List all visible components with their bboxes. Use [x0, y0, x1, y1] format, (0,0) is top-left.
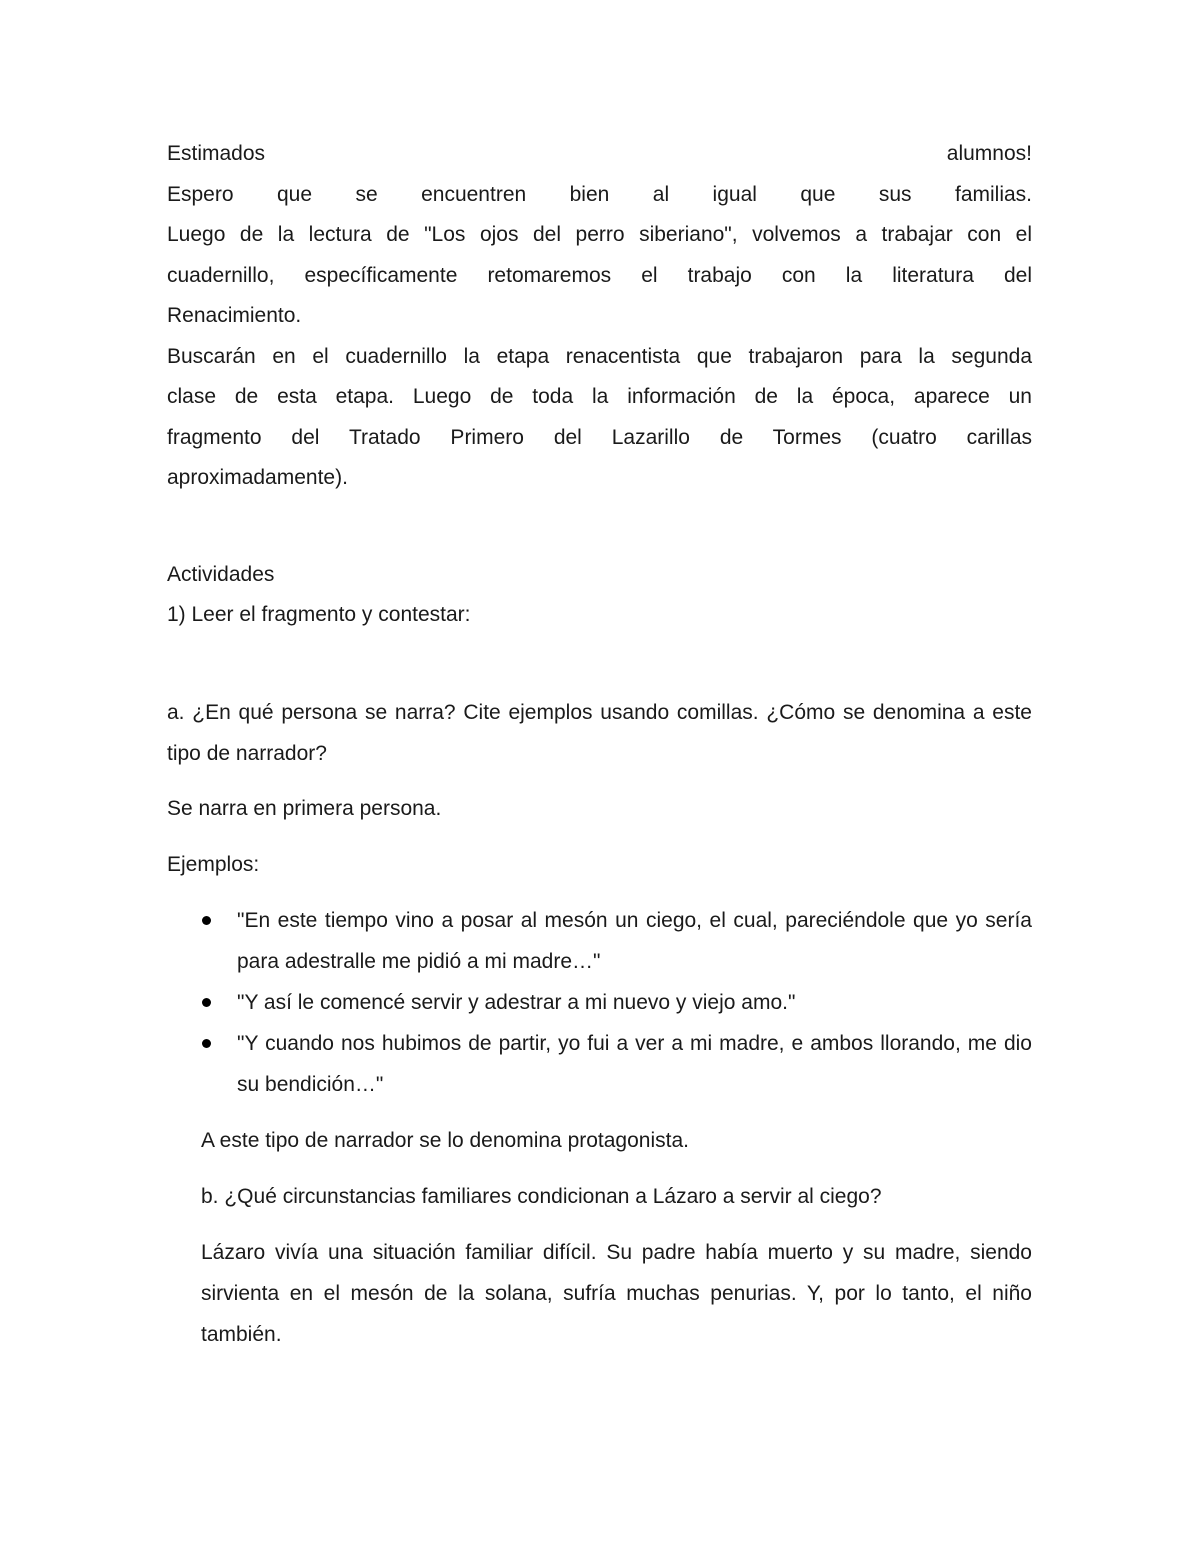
document-body: [167, 134, 1032, 1355]
bullet-icon: [202, 1039, 211, 1048]
list-item: [167, 900, 1032, 982]
answer-b: Lázaro vivía una situación familiar difícil. Su padre había muerto y su madre, siendo sirvienta en el mesón de la solana, sufría muchas penurias. Y, por lo tanto, el niño también.: [201, 1240, 1032, 1346]
greeting-line: [167, 134, 1032, 175]
intro-line-5: Buscarán en el cuadernillo la etapa renacentista que trabajaron para la segunda: [167, 344, 1032, 368]
intro-line-2: Luego de la lectura de "Los ojos del perro siberiano", volvemos a trabajar con el: [167, 223, 1032, 246]
example-text: "Y cuando nos hubimos de partir, yo fui a ver a mi madre, e ambos llorando, me dio su bendición…": [237, 1031, 1032, 1096]
list-item: [167, 982, 1032, 1023]
question-a: a. ¿En qué persona se narra? Cite ejemplos usando comillas. ¿Cómo se denomina a este tipo de narrador?: [167, 700, 1032, 765]
bullet-icon: [202, 916, 211, 925]
intro-line-6: clase de esta etapa. Luego de toda la información de la época, aparece un: [167, 385, 1032, 408]
activities-heading: Actividades: [167, 562, 275, 586]
intro-line-3: cuadernillo, específicamente retomaremos el trabajo con la literatura del: [167, 263, 1032, 287]
intro-line-1: Espero que se encuentren bien al igual que sus familias.: [167, 182, 1032, 206]
spacer: [167, 499, 1032, 555]
spacer: [167, 636, 1032, 692]
bullet-icon: [202, 998, 211, 1007]
intro-line-7: fragmento del Tratado Primero del Lazarillo de Tormes (cuatro carillas: [167, 425, 1032, 449]
narrator-type: A este tipo de narrador se lo denomina protagonista.: [201, 1128, 689, 1152]
intro-line-4: Renacimiento.: [167, 304, 302, 327]
list-item: [167, 1023, 1032, 1105]
activity-item-1: 1) Leer el fragmento y contestar:: [167, 603, 471, 626]
greeting-right: alumnos!: [946, 142, 1032, 165]
question-b: b. ¿Qué circunstancias familiares condicionan a Lázaro a servir al ciego?: [201, 1184, 882, 1208]
example-text: "Y así le comencé servir y adestrar a mi nuevo y viejo amo.": [237, 990, 796, 1014]
intro-line-8: aproximadamente).: [167, 466, 348, 489]
examples-list: [167, 900, 1032, 1105]
examples-label: Ejemplos:: [167, 852, 260, 876]
answer-a: Se narra en primera persona.: [167, 796, 442, 820]
greeting-left: Estimados: [167, 142, 266, 165]
example-text: "En este tiempo vino a posar al mesón un ciego, el cual, pareciéndole que yo sería para adestralle me pidió a mi madre…": [237, 908, 1032, 973]
